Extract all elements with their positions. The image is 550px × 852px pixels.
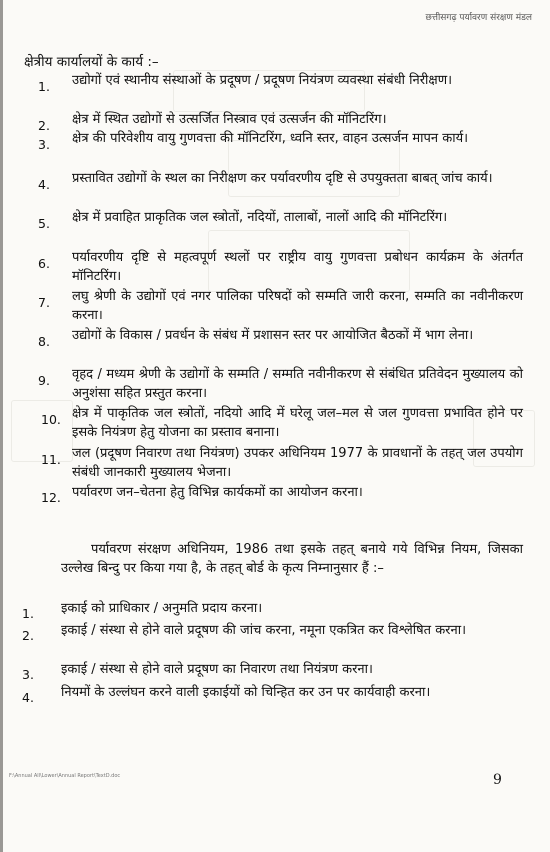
list-item-number: 8. [38, 334, 50, 349]
list-item-text: उद्योगों के विकास / प्रवर्धन के संबंध में प्रशासन स्तर पर आयोजित बैठकों में भाग लेना। [72, 328, 474, 343]
section-heading: क्षेत्रीय कार्यालयों के कार्य :– [24, 54, 159, 70]
list-item-number: 1. [38, 79, 50, 94]
list-item-text: नियमों के उल्लंघन करने वाली इकाईयों को चिन्हित कर उन पर कार्यवाही करना। [61, 685, 431, 700]
list-item-number: 2. [22, 628, 34, 643]
list-item-number: 2. [38, 118, 50, 133]
list-item-text: वृहद / मध्यम श्रेणी के उद्योगों के सम्मति / सम्मति नवीनीकरण से संबंधित प्रतिवेदन मुख्यालय को अनुशंसा सहित प्रस्तुत करना। [72, 367, 523, 401]
list-item-number: 5. [38, 216, 50, 231]
list-item-number: 12. [41, 490, 61, 505]
running-header: छत्तीसगढ़ पर्यावरण संरक्षण मंडल [425, 13, 532, 23]
list-item-number: 7. [38, 295, 50, 310]
list-item-text: जल (प्रदूषण निवारण तथा नियंत्रण) उपकर अधिनियम 1977 के प्रावधानों के तहत् जल उपयोग संबंधी जानकारी मुख्यालय भेजना। [72, 446, 523, 480]
page-number: 9 [493, 772, 502, 788]
list-item-text: पर्यावरण जन–चेतना हेतु विभिन्न कार्यकमों का आयोजन करना। [72, 485, 363, 500]
list-item-text: इकाई / संस्था से होने वाले प्रदूषण का निवारण तथा नियंत्रण करना। [61, 662, 373, 677]
list-item-number: 4. [38, 177, 50, 192]
list-item-number: 9. [38, 373, 50, 388]
footer-file-path: F:\Annual All\Lower\Annual Report\TextD.doc [9, 773, 121, 779]
list-item-number: 11. [41, 452, 61, 467]
list-item-text: पर्यावरणीय दृष्टि से महत्वपूर्ण स्थलों पर राष्ट्रीय वायु गुणवत्ता प्रबोधन कार्यक्रम के अंतर्गत मॉनिटरिंग। [72, 250, 523, 284]
list-item-text: क्षेत्र में प्रवाहित प्राकृतिक जल स्त्रोतों, नदियों, तालाबों, नालों आदि की मॉनिटरिंग। [72, 210, 448, 225]
list-item-number: 1. [22, 606, 34, 621]
list-item-number: 3. [22, 667, 34, 682]
list-item-number: 10. [41, 412, 61, 427]
list-item-text: क्षेत्र में पाकृतिक जल स्त्रोतों, नदियो आदि में घरेलू जल–मल से जल गुणवत्ता प्रभावित होने पर इसके नियंत्रण हेतु योजना का प्रस्ताव बनाना। [72, 406, 523, 440]
list-item-number: 6. [38, 256, 50, 271]
list-item-text: उद्योगों एवं स्थानीय संस्थाओं के प्रदूषण / प्रदूषण नियंत्रण व्यवस्था संबंधी निरीक्षण। [72, 73, 453, 88]
list-item-number: 4. [22, 690, 34, 705]
list-item-text: लघु श्रेणी के उद्योगों एवं नगर पालिका परिषदों को सम्मति जारी करना, सम्मति का नवीनीकरण करना। [72, 289, 523, 323]
list-item-text: क्षेत्र की परिवेशीय वायु गुणवत्ता की मॉनिटरिंग, ध्वनि स्तर, वाहन उत्सर्जन मापन कार्य। [72, 131, 469, 146]
list-item-text: प्रस्तावित उद्योगों के स्थल का निरीक्षण कर पर्यावरणीय दृष्टि से उपयुक्तता बाबत् जांच कार्य। [72, 171, 493, 186]
list-item-text: क्षेत्र में स्थित उद्योगों से उत्सर्जित निस्त्राव एवं उत्सर्जन की मॉनिटरिंग। [72, 112, 387, 127]
list-item-text: इकाई / संस्था से होने वाले प्रदूषण की जांच करना, नमूना एकत्रित कर विश्लेषित करना। [61, 623, 467, 638]
list-item-text: इकाई को प्राधिकार / अनुमति प्रदाय करना। [61, 601, 263, 616]
list-item-number: 3. [38, 137, 50, 152]
act-paragraph: पर्यावरण संरक्षण अधिनियम, 1986 तथा इसके तहत् बनाये गये विभिन्न नियम, जिसका उल्लेख बिन्दु पर किया गया है, के तहत् बोर्ड के कृत्य निम्नानुसार हैं :– [61, 542, 523, 576]
